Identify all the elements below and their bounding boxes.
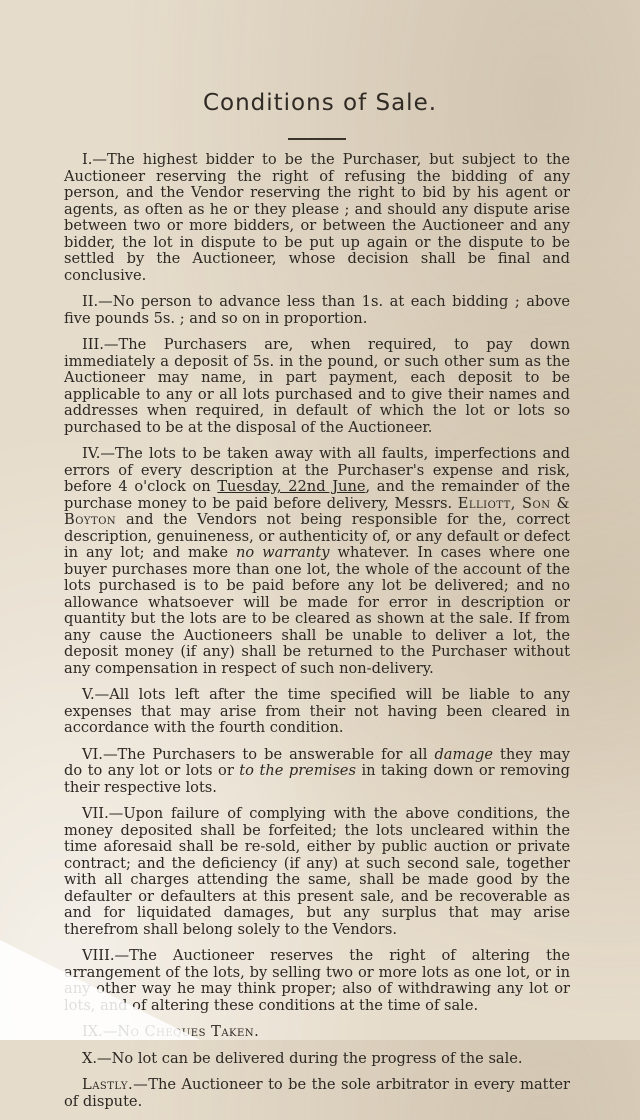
condition-number: VII.— — [82, 805, 124, 822]
no-warranty-emphasis: no warranty — [235, 544, 330, 561]
auctioneer-firm: Elliott, Son & Boyton — [64, 494, 570, 528]
condition-4 — [64, 446, 570, 677]
condition-number: I.— — [82, 151, 107, 168]
condition-text: The Purchasers are, when required, to pay down immediately a deposit of 5s. in the pound, or such other sum as the Auctioneer may name, in part payment, each deposit to be applicable to any or all lots purchased and to give their names and addresses when required, in default of which the lot or lots so purchased to be at the disposal of the Auctioneer. — [64, 336, 570, 436]
condition-2 — [64, 294, 570, 327]
condition-number: III.— — [82, 336, 119, 353]
condition-text-part: , and the remainder of the purchase money to be paid before delivery, Messrs. — [64, 478, 571, 512]
page-title: Conditions of Sale. — [202, 90, 438, 116]
condition-text: The Auctioneer to be the sole arbitrator in every matter of dispute. — [64, 1076, 570, 1110]
condition-number: IV.— — [82, 445, 115, 462]
premises-emphasis: to the premises — [239, 762, 356, 779]
condition-text: No Cheques Taken. — [117, 1023, 260, 1040]
condition-number: X.— — [82, 1049, 112, 1067]
folded-corner — [0, 940, 200, 1040]
condition-6 — [64, 747, 570, 797]
condition-text-part: in taking down or removing their respective lots. — [64, 762, 571, 796]
condition-number: V.— — [82, 686, 110, 703]
condition-text: The highest bidder to be the Purchaser, but subject to the Auctioneer reserving the right of refusing the bidding of any person, and the Vendor reserving the right to bid by his agent or agents, as often as he or they please ; and should any dispute arise between two or more bidders, or between the Auctioneer and any bidder, the lot in dispute to be put up again or the dispute to be settled by the Auctioneer, whose decision shall be final and conclusive. — [64, 151, 570, 284]
title-divider — [288, 138, 346, 140]
condition-text-part: they may do to any lot or lots or — [64, 745, 570, 779]
condition-text-part: The lots to be taken away with all faults, imperfections and errors of every description at the Purchaser's expense and risk, before 4 o'clock on — [64, 445, 570, 495]
condition-text-part: whatever. In cases where one buyer purchases more than one lot, the whole of the account of the lots purchased is to be paid before any lot be delivered; and no allowance whatsoever will be made for error in description or quantity but the lots are to be cleared as shown at the sale. If from any cause the Auctioneers shall be unable to deliver a lot, the deposit money (if any) shall be returned to the Purchaser without any compensation in respect of such non-delivery. — [64, 544, 570, 677]
condition-number: Lastly.— — [82, 1076, 149, 1093]
condition-10 — [64, 1051, 570, 1068]
condition-text: The Auctioneer reserves the right of altering the arrangement of the lots, by selling two or more lots as one lot, or in any other way he may think proper; also of withdrawing any lot or lots, and of altering these conditions at the time of sale. — [64, 947, 570, 1014]
condition-5 — [64, 687, 570, 737]
condition-number: IX.— — [82, 1023, 118, 1040]
condition-number: II.— — [82, 293, 113, 310]
condition-lastly — [64, 1077, 570, 1110]
condition-text: No person to advance less than 1s. at each bidding ; above five pounds 5s. ; and so on in proportion. — [64, 293, 570, 327]
sale-date: Tuesday, 22nd June — [217, 478, 366, 495]
condition-text-part: and the Vendors not being responsible for the, correct description, genuineness, or authenticity of, or any default or defect in any lot; and make — [64, 511, 570, 561]
condition-7 — [64, 806, 570, 938]
condition-text: No lot can be delivered during the progress of the sale. — [111, 1049, 523, 1067]
condition-text-part: The Purchasers to be answerable for all — [117, 745, 435, 763]
condition-number: VI.— — [82, 745, 118, 763]
condition-text: Upon failure of complying with the above conditions, the money deposited shall be forfeited; the lots uncleared within the time aforesaid shall be re-sold, either by public auction or private contract; and the deficiency (if any) at such second sale, together with all charges attending the same, shall be made good by the defaulter or defaulters at this present sale, and be recoverable as and for liquidated damages, but any surplus that may arise therefrom shall belong solely to the Vendors. — [64, 805, 570, 938]
damage-emphasis: damage — [434, 745, 494, 763]
condition-number: VIII.— — [82, 947, 130, 964]
condition-1 — [64, 152, 570, 284]
condition-3 — [64, 337, 570, 436]
condition-text: All lots left after the time specified will be liable to any expenses that may arise from their not having been cleared in accordance with the fourth condition. — [64, 686, 570, 736]
